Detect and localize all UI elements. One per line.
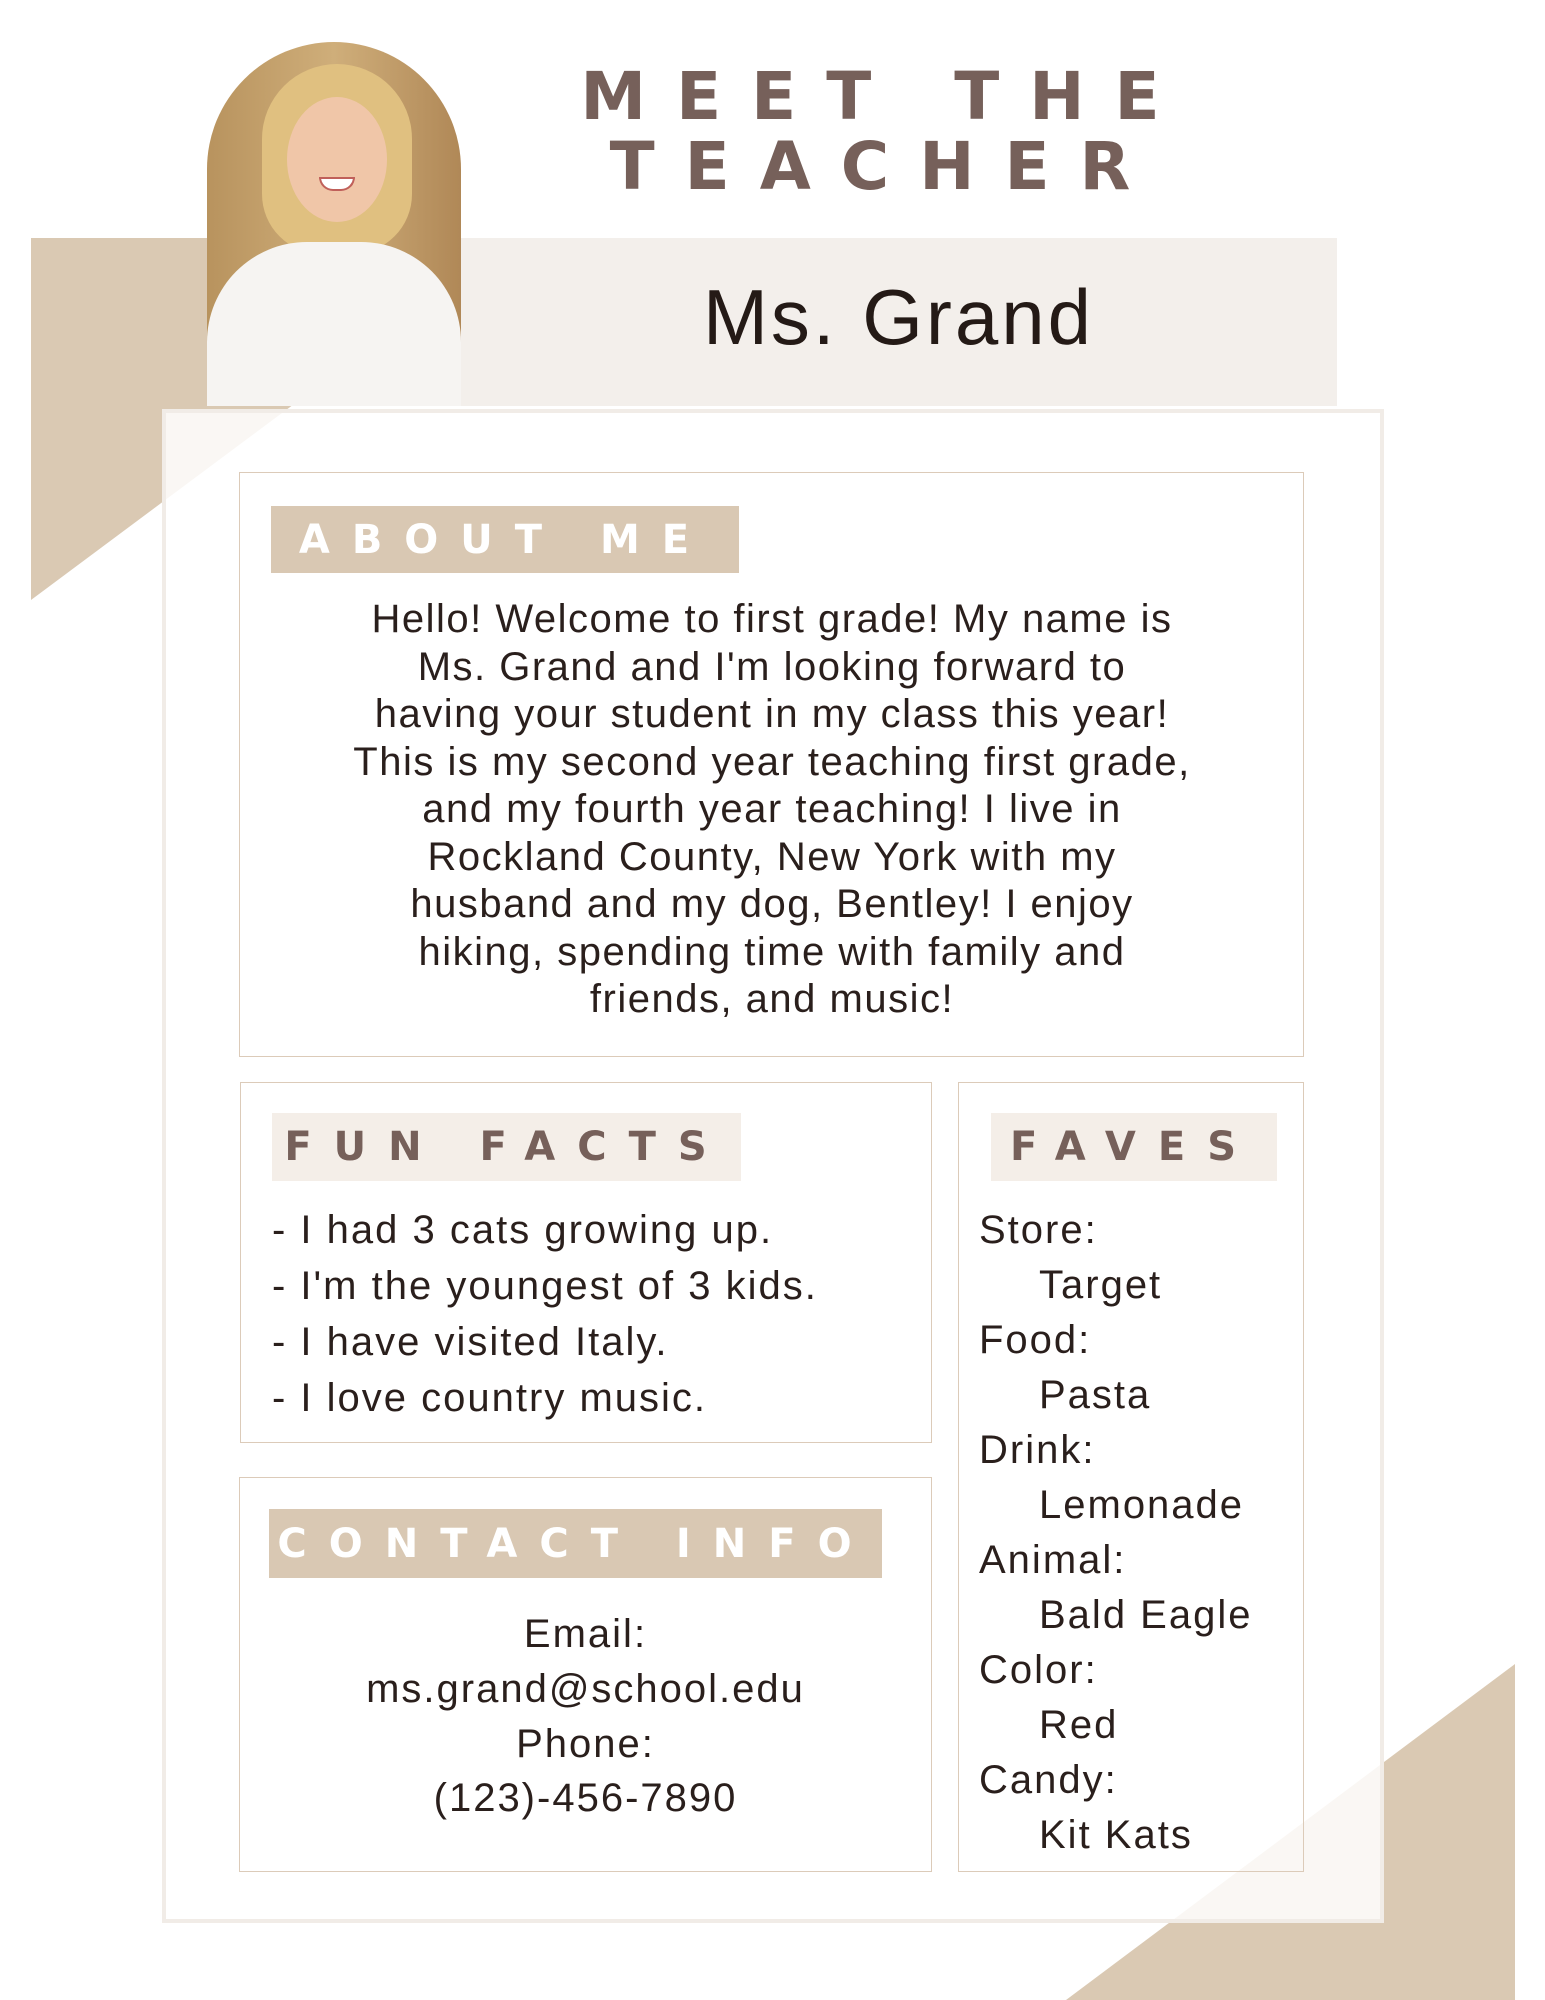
title-line-1: MEET THE	[580, 58, 1190, 135]
fave-value: Bald Eagle	[1039, 1593, 1253, 1637]
phone-value[interactable]: (123)-456-7890	[433, 1776, 738, 1820]
faves-box	[958, 1082, 1304, 1872]
teacher-name: Ms. Grand	[702, 273, 1095, 361]
fun-facts-heading: FUN FACTS	[272, 1113, 741, 1181]
teacher-photo	[207, 42, 461, 406]
about-line: having your student in my class this year!	[374, 692, 1170, 736]
fave-value: Lemonade	[1039, 1483, 1245, 1527]
about-line: friends, and music!	[589, 977, 955, 1021]
about-text	[250, 596, 1294, 1024]
about-line: Hello! Welcome to first grade! My name is	[371, 597, 1173, 641]
faves-heading: FAVES	[991, 1113, 1277, 1181]
about-line: Ms. Grand and I'm looking forward to	[417, 644, 1127, 689]
contact-heading: CONTACT INFO	[269, 1509, 882, 1578]
fave-value: Pasta	[1039, 1373, 1152, 1417]
fave-label: Store:	[979, 1208, 1098, 1252]
about-line: This is my second year teaching first grade,	[353, 739, 1191, 784]
email-label: Email:	[523, 1612, 648, 1656]
phone-label: Phone:	[516, 1722, 655, 1766]
fave-label: Color:	[979, 1648, 1098, 1692]
about-line: hiking, spending time with family and	[418, 929, 1126, 974]
about-line: Rockland County, New York with my	[427, 834, 1117, 879]
fave-label: Food:	[979, 1318, 1092, 1362]
email-value[interactable]: ms.grand@school.edu	[366, 1667, 805, 1711]
fave-label: Animal:	[979, 1538, 1127, 1582]
fave-label: Drink:	[979, 1428, 1096, 1472]
about-line: husband and my dog, Bentley! I enjoy	[410, 882, 1134, 926]
title-line-2: TEACHER	[609, 128, 1161, 205]
fun-fact-item: - I have visited Italy.	[272, 1320, 669, 1364]
fave-value: Kit Kats	[1039, 1813, 1193, 1857]
fave-value: Red	[1039, 1703, 1119, 1747]
fave-value: Target	[1039, 1263, 1163, 1307]
fun-fact-item: - I love country music.	[272, 1376, 708, 1420]
about-line: and my fourth year teaching! I live in	[422, 787, 1122, 831]
fun-fact-item: - I'm the youngest of 3 kids.	[272, 1264, 818, 1308]
about-heading: ABOUT ME	[271, 506, 739, 573]
fave-label: Candy:	[979, 1758, 1118, 1802]
fun-fact-item: - I had 3 cats growing up.	[272, 1208, 774, 1252]
